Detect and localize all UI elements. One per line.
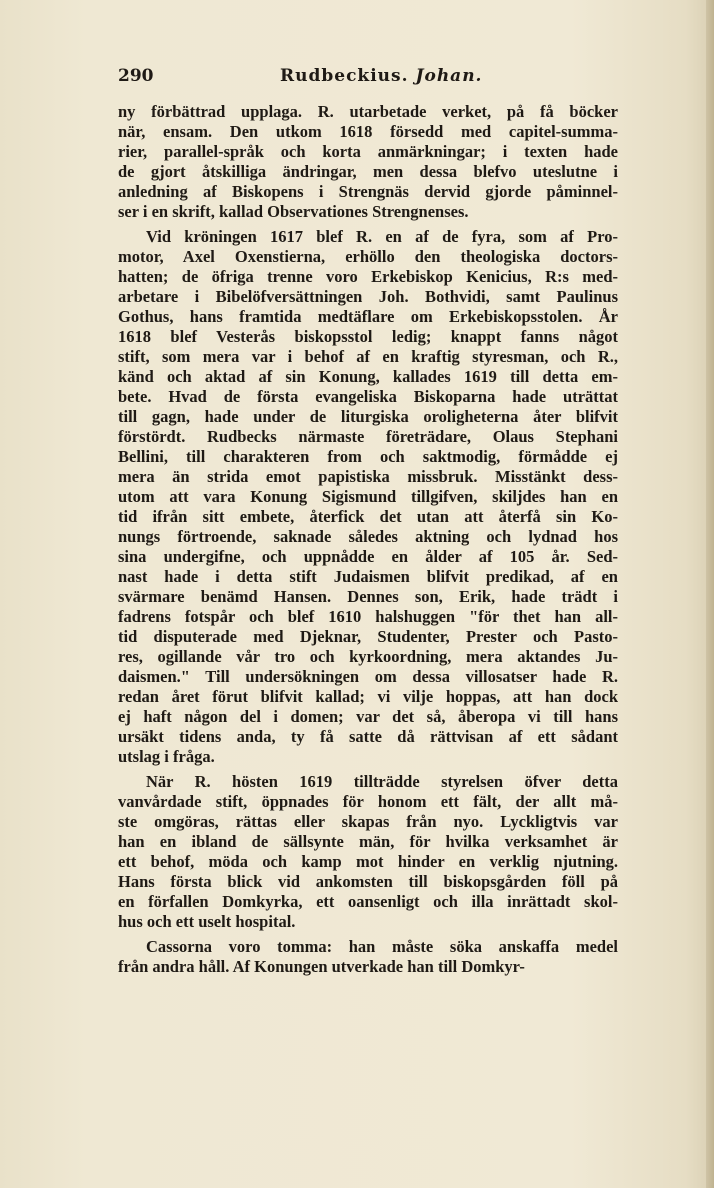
text-line: 1618 blef Vesterås biskopsstol ledig; knappt fanns något xyxy=(118,327,618,346)
text-line: tid disputerade med Djeknar, Studenter, Prester och Pasto- xyxy=(118,627,618,646)
text-line: motor, Axel Oxenstierna, erhöllo den theologiska doctors- xyxy=(118,247,618,266)
text-line: en förfallen Domkyrka, ett oansenligt och illa inrättadt skol- xyxy=(118,892,618,911)
paragraph xyxy=(118,937,618,977)
text-line: nast hade i detta stift Judaismen blifvit predikad, af en xyxy=(118,567,618,586)
running-head-surname: Rudbeckius. xyxy=(280,66,409,86)
text-line: Gothus, hans framtida medtäflare om Erkebiskopsstolen. År xyxy=(118,307,618,326)
text-line: vanvårdade stift, öppnades för honom ett fält, der allt må- xyxy=(118,792,618,811)
paragraph xyxy=(118,227,618,767)
text-line: till gagn, hade under de liturgiska oroligheterna åter blifvit xyxy=(118,407,618,426)
text-line: stift, som mera var i behof af en kraftig styresman, och R., xyxy=(118,347,618,366)
text-line: res, ogillande vår tro och kyrkoordning, mera aktandes Ju- xyxy=(118,647,618,666)
paragraph xyxy=(118,102,618,222)
text-line: fadrens fotspår och blef 1610 halshuggen "för thet han all- xyxy=(118,607,618,626)
text-line: ett behof, möda och kamp mot hinder en verklig njutning. xyxy=(118,852,618,871)
text-line: redan året förut blifvit kallad; vi vilje hoppas, att han dock xyxy=(118,687,618,706)
text-line: arbetare i Bibelöfversättningen Joh. Bothvidi, samt Paulinus xyxy=(118,287,618,306)
running-head-firstname: Johan. xyxy=(415,66,483,86)
text-line: hatten; de öfriga trenne voro Erkebiskop Kenicius, R:s med- xyxy=(118,267,618,286)
text-line: sina undergifne, och uppnådde en ålder af 105 år. Sed- xyxy=(118,547,618,566)
text-line: ser i en skrift, kallad Observationes Strengnenses. xyxy=(118,202,469,221)
text-line: nungs förtroende, saknade således aktning och lydnad hos xyxy=(118,527,618,546)
text-line: bete. Hvad de första evangeliska Biskoparna hade uträttat xyxy=(118,387,618,406)
text-line: rier, parallel-språk och korta anmärkningar; i texten hade xyxy=(118,142,618,161)
page-header xyxy=(118,66,618,92)
body-text xyxy=(118,102,618,982)
text-line: från andra håll. Af Konungen utverkade han till Domkyr- xyxy=(118,957,525,976)
page-edge-shadow xyxy=(706,0,714,1188)
text-line: ny förbättrad upplaga. R. utarbetade verket, på få böcker xyxy=(118,102,618,121)
text-line: han en ibland de sällsynte män, för hvilka verksamhet är xyxy=(118,832,618,851)
paragraph xyxy=(118,772,618,932)
text-line: Bellini, till charakteren from och saktmodig, förmådde ej xyxy=(118,447,618,466)
text-line: Cassorna voro tomma: han måste söka anskaffa medel xyxy=(146,937,618,956)
text-line: de gjort åtskilliga ändringar, men dessa blefvo uteslutne i xyxy=(118,162,618,181)
text-line: ej haft någon del i domen; var det så, åberopa vi till hans xyxy=(118,707,618,726)
text-line: ste omgöras, rättas eller skapas från nyo. Lyckligtvis var xyxy=(118,812,618,831)
text-line: När R. hösten 1619 tillträdde styrelsen öfver detta xyxy=(146,772,618,791)
text-line: känd och aktad af sin Konung, kallades 1619 till detta em- xyxy=(118,367,618,386)
text-line: anledning af Biskopens i Strengnäs dervid gjorde påminnel- xyxy=(118,182,618,201)
text-line: utslag i fråga. xyxy=(118,747,215,766)
text-line: hus och ett uselt hospital. xyxy=(118,912,296,931)
text-line: när, ensam. Den utkom 1618 försedd med capitel-summa- xyxy=(118,122,618,141)
running-head xyxy=(280,66,482,86)
text-line: ursäkt tidens anda, ty få satte då rättvisan af ett sådant xyxy=(118,727,618,746)
text-line: svärmare benämd Hansen. Dennes son, Erik, hade trädt i xyxy=(118,587,618,606)
text-line: Hans första blick vid ankomsten till biskopsgården föll på xyxy=(118,872,618,891)
text-line: Vid kröningen 1617 blef R. en af de fyra, som af Pro- xyxy=(146,227,618,246)
text-line: utom att vara Konung Sigismund tillgifven, skiljdes han en xyxy=(118,487,618,506)
text-line: förstördt. Rudbecks närmaste företrädare, Olaus Stephani xyxy=(118,427,618,446)
text-line: mera än strida emot papistiska missbruk. Misstänkt dess- xyxy=(118,467,618,486)
text-line: tid ifrån sitt embete, återfick det utan att återfå sin Ko- xyxy=(118,507,618,526)
text-line: daismen." Till undersökningen om dessa villosatser hade R. xyxy=(118,667,618,686)
page-number: 290 xyxy=(118,66,154,86)
